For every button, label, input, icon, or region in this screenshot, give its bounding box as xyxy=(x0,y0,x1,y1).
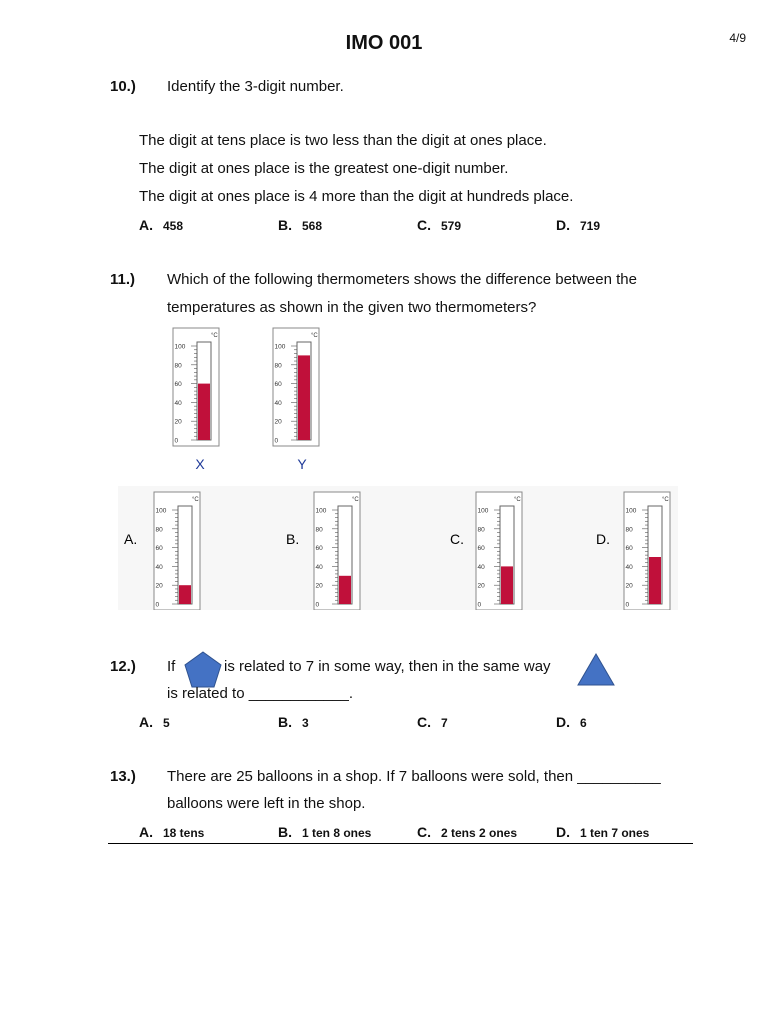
thermometer-x-mercury xyxy=(198,384,210,440)
question-10-option-b[interactable]: B. 568 xyxy=(278,217,323,233)
thermometer-y-scale-label: 0 xyxy=(274,437,279,445)
triangle-shape xyxy=(577,653,617,687)
option-d-thermometer-scale-label: 40 xyxy=(625,563,633,571)
option-c-thermometer-unit: °C xyxy=(514,497,521,503)
question-11-option-b-letter: B. xyxy=(286,531,300,547)
question-11-option-d-letter: D. xyxy=(596,531,610,547)
option-a-thermometer-unit: °C xyxy=(192,497,199,503)
option-a-thermometer-scale-label: 20 xyxy=(155,582,163,590)
option-d-thermometer-scale-label: 100 xyxy=(625,507,637,515)
option-b-thermometer-scale-label: 0 xyxy=(315,601,320,609)
section-divider xyxy=(108,843,693,844)
thermometer-y-scale-label: 80 xyxy=(274,362,282,370)
question-11-option-c-letter: C. xyxy=(450,531,464,547)
option-thermometers-figure xyxy=(118,486,678,610)
option-c-thermometer-scale-label: 40 xyxy=(477,563,485,571)
question-13-option-d[interactable]: D. 1 ten 7 ones xyxy=(556,824,650,840)
thermometer-y-scale-label: 20 xyxy=(274,418,282,426)
thermometer-y-label: Y xyxy=(297,456,307,472)
option-b-thermometer-scale-label: 40 xyxy=(315,563,323,571)
question-10-option-d[interactable]: D. 719 xyxy=(556,217,601,233)
thermometer-x-scale-label: 100 xyxy=(174,343,186,351)
option-a-thermometer-scale-label: 60 xyxy=(155,545,163,553)
option-c-thermometer xyxy=(476,492,522,610)
question-12-option-b[interactable]: B. 3 xyxy=(278,714,309,730)
question-12-line-2: is related to ____________. xyxy=(167,685,353,702)
option-d-thermometer-scale-label: 20 xyxy=(625,582,633,590)
option-b-thermometer-unit: °C xyxy=(352,497,359,503)
option-b-thermometer-mercury xyxy=(339,576,351,604)
question-13-option-c[interactable]: C. 2 tens 2 ones xyxy=(417,824,518,840)
question-13-line-2: balloons were left in the shop. xyxy=(167,795,366,812)
option-c-thermometer-mercury xyxy=(501,566,513,604)
option-d-thermometer xyxy=(624,492,670,610)
option-c-thermometer-scale-label: 80 xyxy=(477,526,485,534)
thermometer-x-scale-label: 40 xyxy=(174,399,182,407)
question-11-option-a-letter: A. xyxy=(124,531,138,547)
given-thermometers xyxy=(165,322,335,474)
question-10-option-a[interactable]: A. 458 xyxy=(139,217,184,233)
question-13-option-b[interactable]: B. 1 ten 8 ones xyxy=(278,824,372,840)
option-c-thermometer-scale-label: 100 xyxy=(477,507,489,515)
option-d-thermometer-scale-label: 80 xyxy=(625,526,633,534)
option-b-thermometer-scale-label: 100 xyxy=(315,507,327,515)
question-13-line-1: There are 25 balloons in a shop. If 7 balloons were sold, then __________ xyxy=(167,768,661,785)
option-d-thermometer-mercury xyxy=(649,557,661,604)
thermometer-x-scale-label: 0 xyxy=(174,437,179,445)
thermometer-y-unit: °C xyxy=(311,333,318,339)
option-b-thermometer-scale-label: 80 xyxy=(315,526,323,534)
option-a-thermometer-scale-label: 40 xyxy=(155,563,163,571)
question-12-option-c[interactable]: C. 7 xyxy=(417,714,448,730)
question-12-number: 12.) xyxy=(110,658,136,675)
question-13-option-a[interactable]: A. 18 tens xyxy=(139,824,205,840)
question-12-middle-text: is related to 7 in some way, then in the same way xyxy=(224,658,551,675)
option-a-thermometer-mercury xyxy=(179,585,191,604)
page-title: IMO 001 xyxy=(345,32,423,54)
option-c-thermometer-scale-label: 20 xyxy=(477,582,485,590)
thermometer-x-label: X xyxy=(195,456,205,472)
option-a-thermometer xyxy=(154,492,200,610)
option-d-thermometer-scale-label: 60 xyxy=(625,545,633,553)
given-thermometers-figure xyxy=(165,322,335,474)
question-12-if: If xyxy=(167,658,176,675)
question-11-options-panel xyxy=(118,486,678,610)
question-10-clue-1: The digit at tens place is two less than the digit at ones place. xyxy=(139,132,547,149)
question-13-number: 13.) xyxy=(110,768,136,785)
question-10-option-c[interactable]: C. 579 xyxy=(417,217,462,233)
option-b-thermometer-scale-label: 20 xyxy=(315,582,323,590)
question-11-prompt-line-1: Which of the following thermometers shows the difference between the xyxy=(167,271,637,288)
pentagon-shape xyxy=(183,651,223,689)
question-11-prompt-line-2: temperatures as shown in the given two thermometers? xyxy=(167,299,537,316)
question-10-number: 10.) xyxy=(110,78,136,95)
option-a-thermometer-scale-label: 0 xyxy=(155,601,160,609)
thermometer-x xyxy=(173,328,219,446)
option-d-thermometer-scale-label: 0 xyxy=(625,601,630,609)
question-12-option-a[interactable]: A. 5 xyxy=(139,714,170,730)
question-10-prompt: Identify the 3-digit number. xyxy=(167,78,344,95)
thermometer-y-scale-label: 100 xyxy=(274,343,286,351)
option-c-thermometer-scale-label: 60 xyxy=(477,545,485,553)
option-b-thermometer xyxy=(314,492,360,610)
thermometer-y-scale-label: 60 xyxy=(274,381,282,389)
question-12-option-d[interactable]: D. 6 xyxy=(556,714,587,730)
thermometer-x-unit: °C xyxy=(211,333,218,339)
thermometer-y xyxy=(273,328,319,446)
thermometer-y-scale-label: 40 xyxy=(274,399,282,407)
thermometer-x-scale-label: 80 xyxy=(174,362,182,370)
option-c-thermometer-scale-label: 0 xyxy=(477,601,482,609)
option-d-thermometer-unit: °C xyxy=(662,497,669,503)
option-b-thermometer-scale-label: 60 xyxy=(315,545,323,553)
question-10-clue-2: The digit at ones place is the greatest one-digit number. xyxy=(139,160,509,177)
question-11-number: 11.) xyxy=(110,271,136,288)
question-10-clue-3: The digit at ones place is 4 more than the digit at hundreds place. xyxy=(139,188,574,205)
option-a-thermometer-scale-label: 80 xyxy=(155,526,163,534)
thermometer-x-scale-label: 20 xyxy=(174,418,182,426)
page-number: 4/9 xyxy=(729,31,746,45)
thermometer-y-mercury xyxy=(298,355,310,440)
option-a-thermometer-scale-label: 100 xyxy=(155,507,167,515)
thermometer-x-scale-label: 60 xyxy=(174,381,182,389)
